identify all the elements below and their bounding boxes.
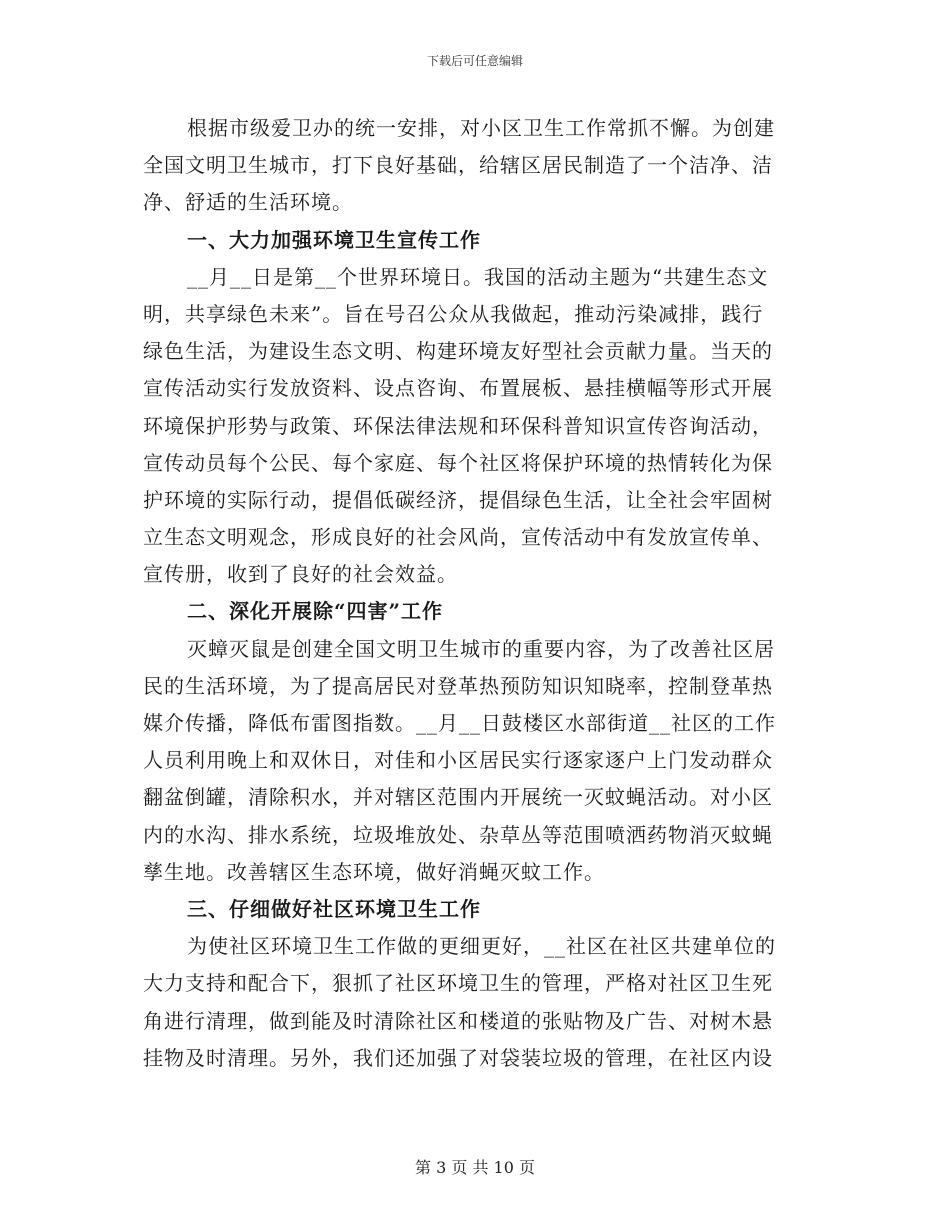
section-heading: 二、深化开展除“四害”工作 bbox=[187, 599, 444, 624]
paragraph-line: 宣传册，收到了良好的社会效益。 bbox=[143, 562, 458, 587]
paragraph-line: 大力支持和配合下，狠抓了社区环境卫生的管理，严格对社区卫生死 bbox=[143, 971, 773, 996]
paragraph-line: 明，共享绿色未来”。旨在号召公众从我做起，推动污染减排，践行 bbox=[143, 301, 764, 326]
paragraph-line: 立生态文明观念，形成良好的社会风尚，宣传活动中有发放宣传单、 bbox=[143, 525, 773, 550]
paragraph-line: 环境保护形势与政策、环保法律法规和环保科普知识宣传咨询活动， bbox=[143, 413, 773, 438]
document-body bbox=[143, 110, 803, 1077]
paragraph-line: 孳生地。改善辖区生态环境，做好消蝇灭蚊工作。 bbox=[143, 859, 605, 884]
paragraph-line: 角进行清理，做到能及时清除社区和楼道的张贴物及广告、对树木悬 bbox=[143, 1008, 773, 1033]
paragraph-line: 人员利用晚上和双休日，对佳和小区居民实行逐家逐户上门发动群众 bbox=[143, 748, 773, 773]
paragraph-line: 灭蟑灭鼠是创建全国文明卫生城市的重要内容，为了改善社区居 bbox=[187, 636, 775, 661]
paragraph-line: 挂物及时清理。另外，我们还加强了对袋装垃圾的管理，在社区内设 bbox=[143, 1045, 773, 1070]
paragraph-line: 为使社区环境卫生工作做的更细更好，__社区在社区共建单位的 bbox=[187, 934, 776, 959]
paragraph-line: __月__日是第__个世界环境日。我国的活动主题为“共建生态文 bbox=[187, 264, 769, 289]
section-heading: 一、大力加强环境卫生宣传工作 bbox=[187, 227, 481, 252]
paragraph-line: 绿色生活，为建设生态文明、构建环境友好型社会贡献力量。当天的 bbox=[143, 339, 773, 364]
section-heading: 三、仔细做好社区环境卫生工作 bbox=[187, 896, 481, 921]
paragraph-line: 民的生活环境，为了提高居民对登革热预防知识知晓率，控制登革热 bbox=[143, 673, 773, 698]
paragraph-line: 内的水沟、排水系统，垃圾堆放处、杂草丛等范围喷洒药物消灭蚊蝇 bbox=[143, 822, 773, 847]
page-footer: 第 3 页 共 10 页 bbox=[415, 1158, 535, 1177]
paragraph-line: 净、舒适的生活环境。 bbox=[143, 190, 353, 215]
paragraph-line: 媒介传播，降低布雷图指数。__月__日鼓楼区水部街道__社区的工作 bbox=[143, 711, 776, 735]
paragraph-line: 根据市级爱卫办的统一安排，对小区卫生工作常抓不懈。为创建 bbox=[187, 116, 775, 140]
paragraph-line: 宣传活动实行发放资料、设点咨询、布置展板、悬挂横幅等形式开展 bbox=[143, 376, 773, 401]
paragraph-line: 翻盆倒罐，清除积水，并对辖区范围内开展统一灭蚊蝇活动。对小区 bbox=[143, 785, 773, 810]
paragraph-line: 宣传动员每个公民、每个家庭、每个社区将保护环境的热情转化为保 bbox=[143, 450, 773, 475]
paragraph-line: 全国文明卫生城市，打下良好基础，给辖区居民制造了一个洁净、洁 bbox=[143, 153, 773, 178]
page-header: 下载后可任意编辑 bbox=[426, 54, 523, 68]
paragraph-line: 护环境的实际行动，提倡低碳经济，提倡绿色生活，让全社会牢固树 bbox=[143, 487, 773, 512]
